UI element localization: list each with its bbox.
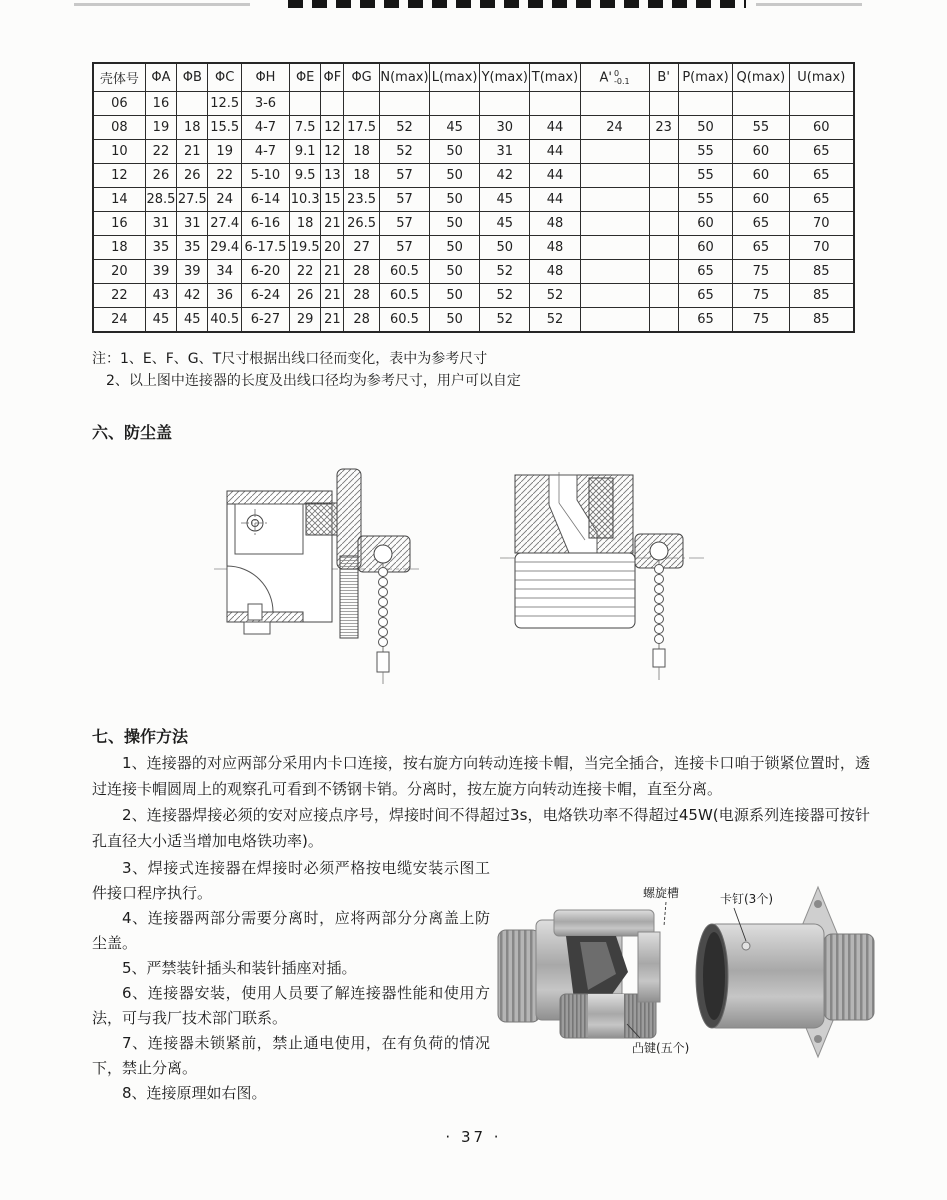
table-cell: 18 <box>344 140 380 164</box>
table-row <box>93 236 854 260</box>
table-cell <box>580 212 649 236</box>
table-cell: 52 <box>480 260 530 284</box>
operation-item: 5、严禁装针插头和装针插座对插。 <box>122 959 357 977</box>
table-cell: 29 <box>290 308 321 333</box>
table-cell <box>580 92 649 116</box>
table-cell: 22 <box>93 284 145 308</box>
table-cell: 17.5 <box>344 116 380 140</box>
table-cell: 18 <box>290 212 321 236</box>
table-cell: 35 <box>177 236 208 260</box>
table-cell <box>480 92 530 116</box>
table-cell <box>649 236 678 260</box>
table-cell: 12.5 <box>208 92 241 116</box>
leader-line <box>664 902 666 926</box>
table-cell <box>649 164 678 188</box>
table-cell: 3-6 <box>241 92 289 116</box>
table-row <box>93 140 854 164</box>
table-cell: 75 <box>733 260 789 284</box>
table-cell: 21 <box>321 284 344 308</box>
table-cell: 70 <box>789 236 854 260</box>
dimension-table <box>92 62 855 333</box>
table-cell: 22 <box>208 164 241 188</box>
table-cell: 30 <box>480 116 530 140</box>
table-cell: 65 <box>733 212 789 236</box>
table-cell: 21 <box>321 308 344 333</box>
table-cell: 44 <box>530 116 580 140</box>
table-cell: 6-24 <box>241 284 289 308</box>
table-cell: 9.5 <box>290 164 321 188</box>
table-cell: 50 <box>430 236 480 260</box>
table-cell: 40.5 <box>208 308 241 333</box>
table-header-cell: ΦE <box>290 63 321 92</box>
table-cell <box>649 260 678 284</box>
section-title-dust-cap: 六、防尘盖 <box>92 423 173 442</box>
table-cell: 15.5 <box>208 116 241 140</box>
table-cell: 6-17.5 <box>241 236 289 260</box>
table-cell <box>344 92 380 116</box>
table-cell: 21 <box>321 212 344 236</box>
section-title-operation: 七、操作方法 <box>92 727 189 746</box>
table-cell: 6-14 <box>241 188 289 212</box>
table-cell: 50 <box>430 164 480 188</box>
dust-cap-drawing-left <box>210 466 425 701</box>
table-cell: 60 <box>733 188 789 212</box>
table-cell: 22 <box>290 260 321 284</box>
table-row <box>93 212 854 236</box>
table-cell: 65 <box>678 284 732 308</box>
table-cell: 26 <box>145 164 176 188</box>
table-cell: 31 <box>480 140 530 164</box>
table-cell: 48 <box>530 236 580 260</box>
table-cell <box>379 92 429 116</box>
operation-paragraphs-full <box>92 750 870 854</box>
table-cell: 75 <box>733 284 789 308</box>
table-cell: 27 <box>344 236 380 260</box>
table-cell: 08 <box>93 116 145 140</box>
table-header-cell: ΦB <box>177 63 208 92</box>
table-row <box>93 188 854 212</box>
table-cell: 50 <box>430 188 480 212</box>
table-cell <box>430 92 480 116</box>
table-cell: 45 <box>480 188 530 212</box>
table-cell: 52 <box>530 308 580 333</box>
table-cell <box>177 92 208 116</box>
table-cell: 12 <box>93 164 145 188</box>
table-cell: 21 <box>177 140 208 164</box>
table-cell <box>649 212 678 236</box>
table-cell: 24 <box>580 116 649 140</box>
operation-item: 1、连接器的对应两部分采用内卡口连接，按右旋方向转动连接卡帽，当完全插合，连接卡口咱于锁紧位置时，透过连接卡帽圆周上的观察孔可看到不锈钢卡销。分离时，按左旋方向转动连接卡帽，直至分离。 <box>92 754 870 798</box>
table-cell <box>678 92 732 116</box>
table-cell: 85 <box>789 260 854 284</box>
table-cell: 52 <box>530 284 580 308</box>
table-cell: 16 <box>93 212 145 236</box>
table-cell: 20 <box>93 260 145 284</box>
table-cell: 57 <box>379 164 429 188</box>
table-cell <box>580 188 649 212</box>
table-cell: 65 <box>789 164 854 188</box>
table-cell: 12 <box>321 140 344 164</box>
table-cell: 35 <box>145 236 176 260</box>
table-cell: 06 <box>93 92 145 116</box>
table-cell: 42 <box>480 164 530 188</box>
table-cell: 48 <box>530 212 580 236</box>
table-cell: 50 <box>430 308 480 333</box>
table-cell <box>530 92 580 116</box>
table-cell: 48 <box>530 260 580 284</box>
table-cell: 55 <box>678 140 732 164</box>
table-cell: 85 <box>789 308 854 333</box>
table-header-cell: L(max) <box>430 63 480 92</box>
table-row <box>93 116 854 140</box>
table-cell: 45 <box>430 116 480 140</box>
table-cell: 6-27 <box>241 308 289 333</box>
table-cell: 52 <box>379 140 429 164</box>
table-header-cell: 壳体号 <box>93 63 145 92</box>
table-cell: 45 <box>480 212 530 236</box>
table-cell: 50 <box>430 140 480 164</box>
table-cell <box>580 236 649 260</box>
operation-item: 7、连接器未锁紧前，禁止通电使用，在有负荷的情况下，禁止分离。 <box>92 1034 490 1077</box>
table-cell: 45 <box>177 308 208 333</box>
table-cell: 29.4 <box>208 236 241 260</box>
table-cell <box>321 92 344 116</box>
table-cell: 28 <box>344 260 380 284</box>
table-cell: 65 <box>678 260 732 284</box>
operation-paragraphs-left <box>92 856 490 1106</box>
table-cell: 6-20 <box>241 260 289 284</box>
table-cell: 65 <box>789 188 854 212</box>
table-cell: 21 <box>321 260 344 284</box>
photo-label-keys: 凸键(五个) <box>632 1041 690 1055</box>
table-cell: 75 <box>733 308 789 333</box>
table-cell: 23.5 <box>344 188 380 212</box>
table-header-cell: ΦG <box>344 63 380 92</box>
table-cell: 39 <box>177 260 208 284</box>
table-cell: 15 <box>321 188 344 212</box>
table-cell: 26 <box>177 164 208 188</box>
table-cell: 22 <box>145 140 176 164</box>
table-notes <box>92 348 521 392</box>
table-cell: 18 <box>344 164 380 188</box>
table-cell: 65 <box>733 236 789 260</box>
table-cell: 18 <box>177 116 208 140</box>
table-cell: 10 <box>93 140 145 164</box>
table-cell: 10.3 <box>290 188 321 212</box>
table-body <box>93 92 854 333</box>
table-cell: 70 <box>789 212 854 236</box>
table-cell: 16 <box>145 92 176 116</box>
connector-photo <box>488 872 880 1070</box>
table-cell: 19 <box>208 140 241 164</box>
table-header-cell: Q(max) <box>733 63 789 92</box>
table-cell: 44 <box>530 140 580 164</box>
table-cell: 19.5 <box>290 236 321 260</box>
operation-item: 4、连接器两部分需要分离时，应将两部分分离盖上防尘盖。 <box>92 909 490 952</box>
table-cell: 27.5 <box>177 188 208 212</box>
table-cell <box>580 308 649 333</box>
table-cell: 31 <box>145 212 176 236</box>
plug-cutaway <box>498 910 660 1038</box>
table-cell <box>580 140 649 164</box>
table-cell: 50 <box>480 236 530 260</box>
table-cell: 50 <box>430 260 480 284</box>
note-line: 注：1、E、F、G、T尺寸根据出线口径而变化，表中为参考尺寸 <box>92 351 488 367</box>
table-cell: 26 <box>290 284 321 308</box>
table-header-cell: B' <box>649 63 678 92</box>
table-cell <box>290 92 321 116</box>
table-row <box>93 164 854 188</box>
operation-item: 8、连接原理如右图。 <box>122 1084 267 1102</box>
table-cell: 45 <box>145 308 176 333</box>
operation-item: 3、焊接式连接器在焊接时必须严格按电缆安装示图工件接口程序执行。 <box>92 859 490 902</box>
table-header-row <box>93 63 854 92</box>
table-cell: 52 <box>480 284 530 308</box>
table-cell: 57 <box>379 236 429 260</box>
operation-item: 6、连接器安装，使用人员要了解连接器性能和使用方法，可与我厂技术部门联系。 <box>92 984 490 1027</box>
dust-cap-drawing-right <box>497 470 707 700</box>
table-cell: 18 <box>93 236 145 260</box>
table-header-cell: N(max) <box>379 63 429 92</box>
table-cell: 13 <box>321 164 344 188</box>
table-header-cell: ΦC <box>208 63 241 92</box>
table-cell: 60 <box>678 236 732 260</box>
table-header-cell: A' 0 -0.1 <box>580 63 649 92</box>
table-cell: 43 <box>145 284 176 308</box>
title-marks <box>288 0 746 8</box>
table-cell: 65 <box>678 308 732 333</box>
table-cell <box>649 92 678 116</box>
table-cell: 26.5 <box>344 212 380 236</box>
table-cell: 31 <box>177 212 208 236</box>
table-cell: 36 <box>208 284 241 308</box>
table-cell: 9.1 <box>290 140 321 164</box>
table-header-cell: ΦH <box>241 63 289 92</box>
table-cell: 5-10 <box>241 164 289 188</box>
table-cell: 50 <box>678 116 732 140</box>
table-cell: 28.5 <box>145 188 176 212</box>
table-cell: 50 <box>430 284 480 308</box>
table-cell: 60 <box>733 164 789 188</box>
table-cell <box>580 260 649 284</box>
table-cell: 60.5 <box>379 260 429 284</box>
table-cell: 20 <box>321 236 344 260</box>
table-row <box>93 260 854 284</box>
table-cell: 44 <box>530 188 580 212</box>
table-cell: 6-16 <box>241 212 289 236</box>
table-cell: 85 <box>789 284 854 308</box>
table-cell: 7.5 <box>290 116 321 140</box>
table-cell: 60 <box>789 116 854 140</box>
table-cell: 55 <box>678 164 732 188</box>
table-cell <box>580 164 649 188</box>
table-row <box>93 92 854 116</box>
title-rule-right <box>756 3 862 6</box>
table-cell: 55 <box>678 188 732 212</box>
table-cell <box>580 284 649 308</box>
table-cell <box>649 140 678 164</box>
table-cell: 60 <box>733 140 789 164</box>
title-rule-left <box>74 3 250 6</box>
photo-label-spiral-groove: 螺旋槽 <box>643 886 680 900</box>
receptacle <box>696 887 874 1057</box>
table-row <box>93 284 854 308</box>
table-cell <box>649 308 678 333</box>
table-cell <box>649 284 678 308</box>
table-cell: 24 <box>93 308 145 333</box>
table-cell: 27.4 <box>208 212 241 236</box>
table-cell: 28 <box>344 284 380 308</box>
table-cell <box>789 92 854 116</box>
table-cell: 4-7 <box>241 140 289 164</box>
table-header-cell: ΦA <box>145 63 176 92</box>
table-header-cell: Y(max) <box>480 63 530 92</box>
table-cell: 65 <box>789 140 854 164</box>
page-number: · 37 · <box>445 1128 502 1146</box>
table-cell: 52 <box>379 116 429 140</box>
operation-item: 2、连接器焊接必须的安对应接点序号，焊接时间不得超过3s，电烙铁功率不得超过45W(电源系列连接器可按针孔直径大小适当增加电烙铁功率)。 <box>92 806 870 850</box>
table-cell: 57 <box>379 212 429 236</box>
table-cell: 23 <box>649 116 678 140</box>
table-cell: 50 <box>430 212 480 236</box>
photo-label-pins: 卡钉(3个) <box>720 892 773 906</box>
table-cell: 60.5 <box>379 308 429 333</box>
table-cell: 12 <box>321 116 344 140</box>
table-header-cell: ΦF <box>321 63 344 92</box>
table-cell: 28 <box>344 308 380 333</box>
table-cell: 55 <box>733 116 789 140</box>
table-row <box>93 308 854 333</box>
table-cell: 24 <box>208 188 241 212</box>
table-cell <box>733 92 789 116</box>
table-cell: 39 <box>145 260 176 284</box>
table-header-cell: T(max) <box>530 63 580 92</box>
clipped-page-title <box>0 0 947 12</box>
table-header-cell: U(max) <box>789 63 854 92</box>
table-cell: 14 <box>93 188 145 212</box>
table-cell: 60.5 <box>379 284 429 308</box>
table-cell: 34 <box>208 260 241 284</box>
table-cell <box>649 188 678 212</box>
table-header-cell: P(max) <box>678 63 732 92</box>
table-cell: 60 <box>678 212 732 236</box>
table-cell: 19 <box>145 116 176 140</box>
table-cell: 52 <box>480 308 530 333</box>
note-line: 2、以上图中连接器的长度及出线口径均为参考尺寸，用户可以自定 <box>106 373 521 389</box>
table-cell: 57 <box>379 188 429 212</box>
table-cell: 44 <box>530 164 580 188</box>
table-cell: 42 <box>177 284 208 308</box>
table-cell: 4-7 <box>241 116 289 140</box>
